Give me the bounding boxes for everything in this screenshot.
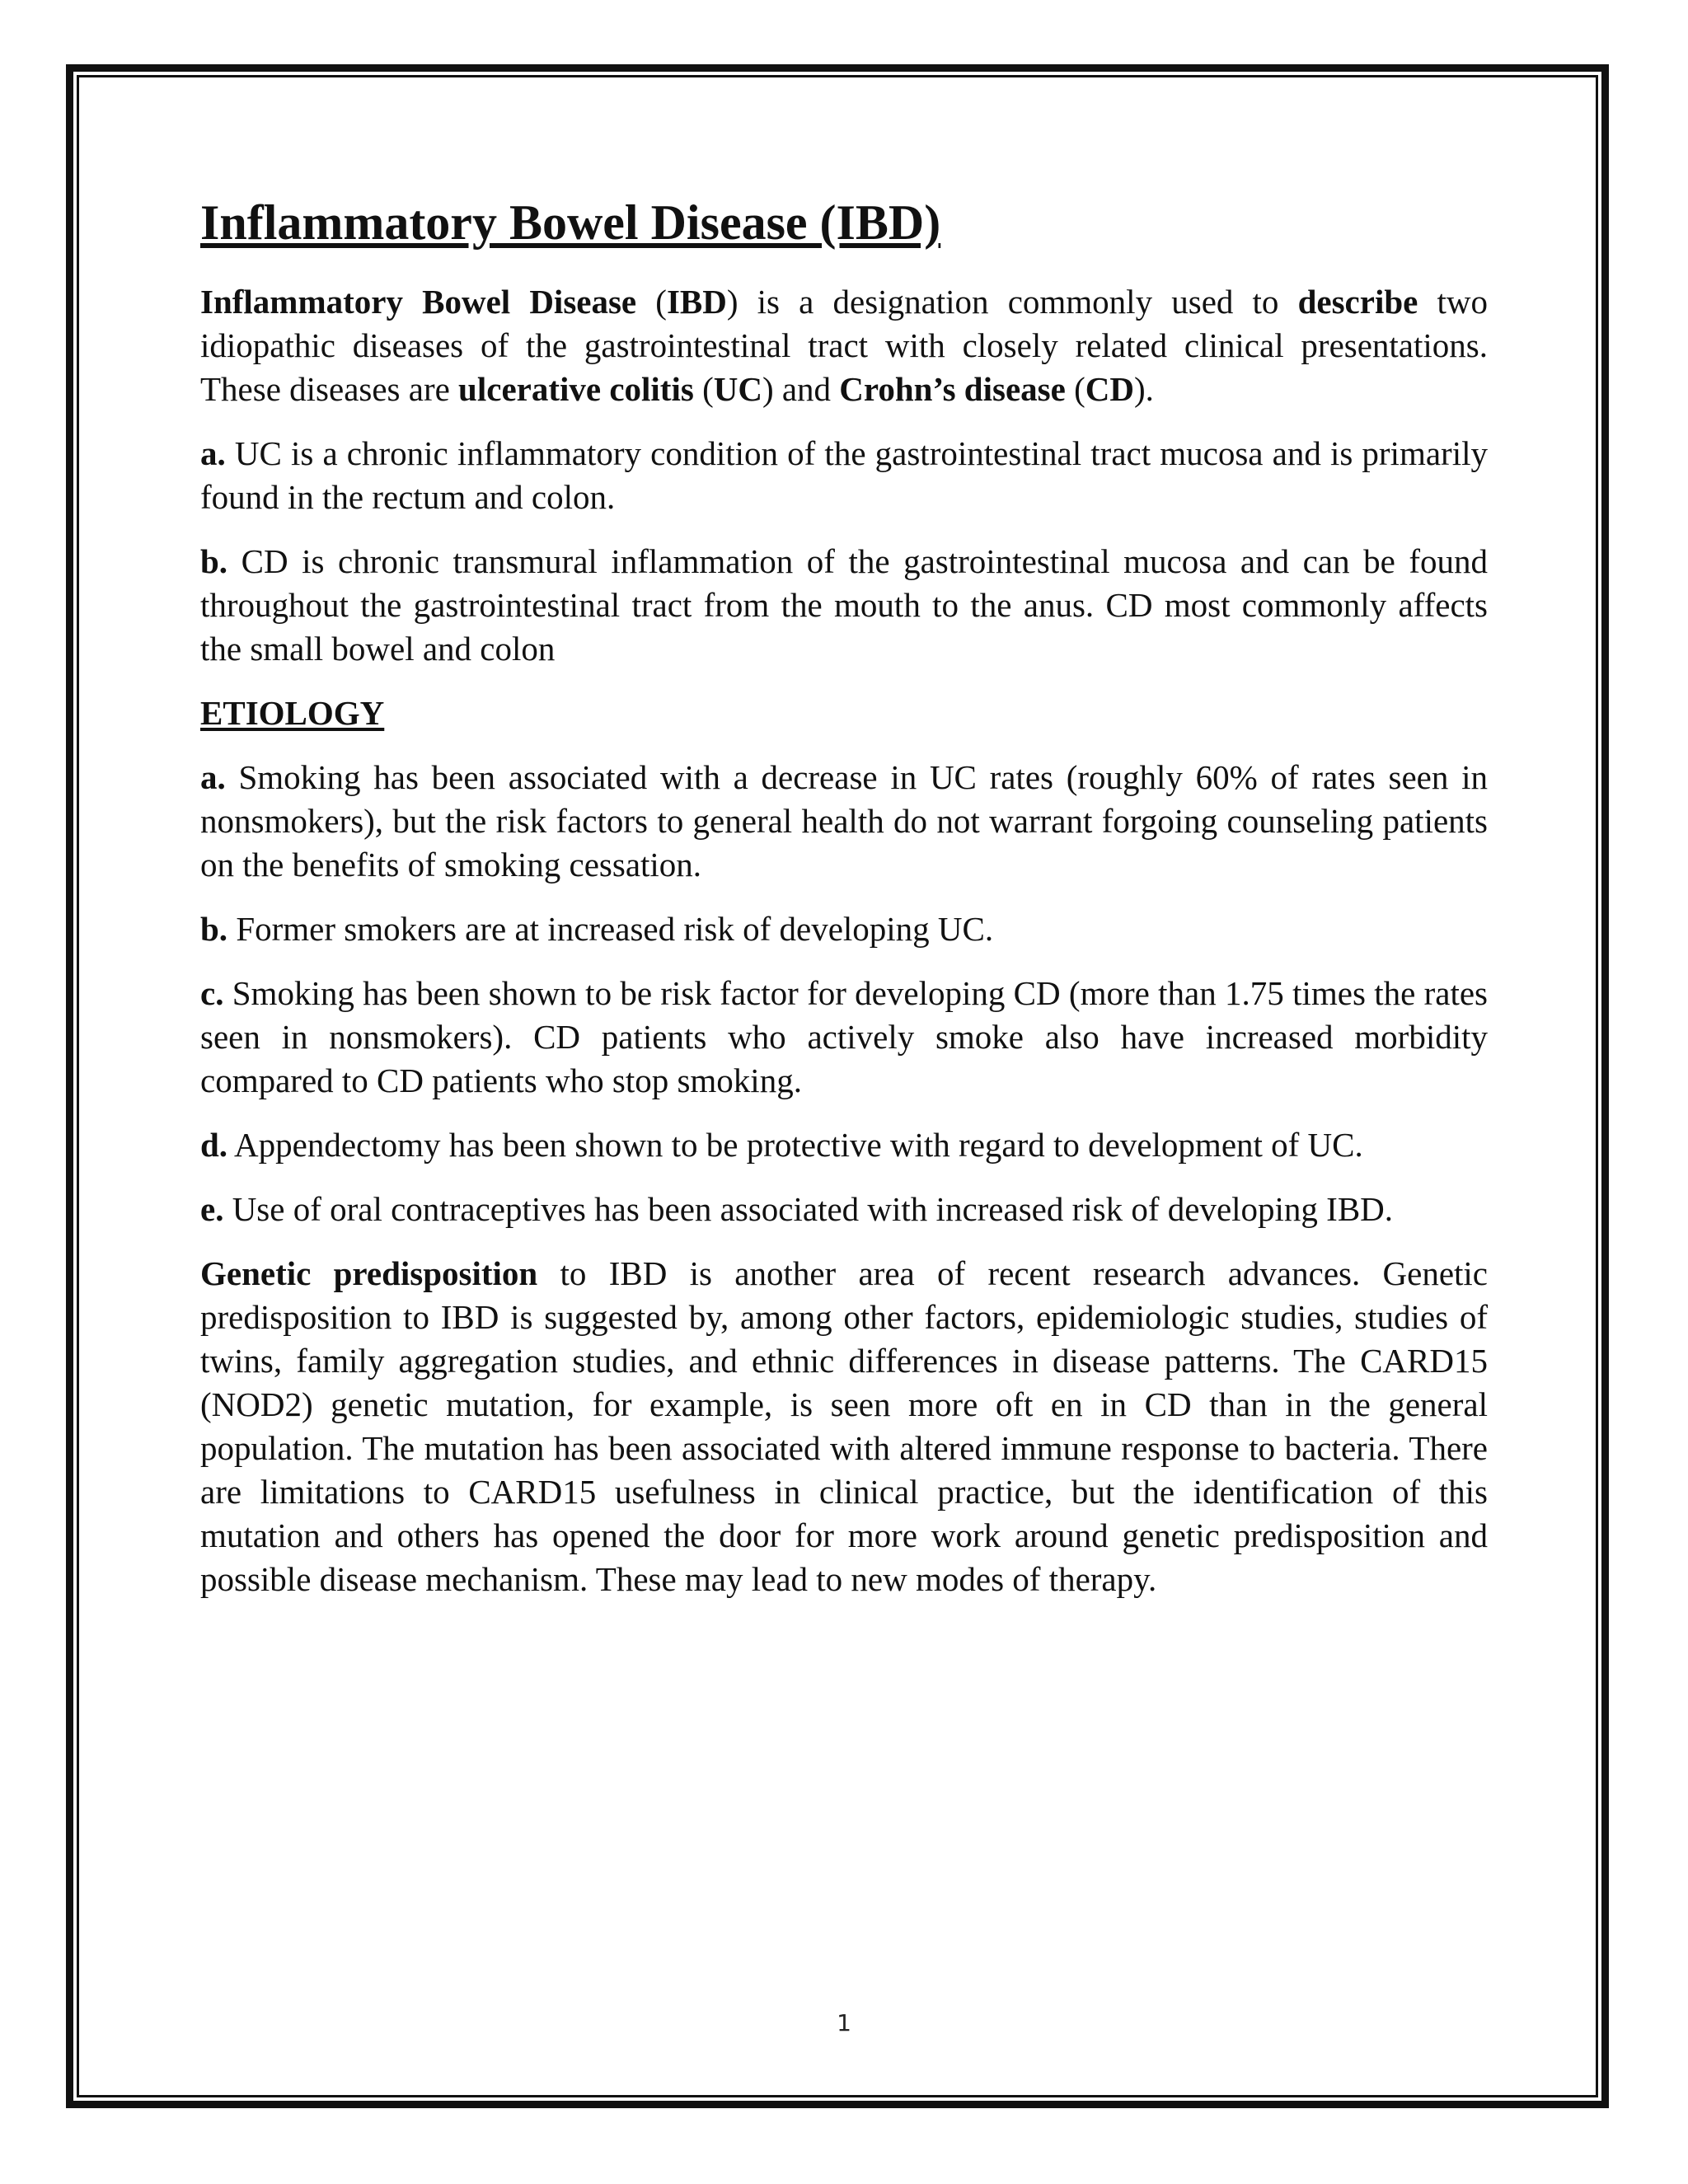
document-body: [200, 193, 1488, 1622]
intro-text: (: [693, 370, 714, 408]
intro-bold-ibd-term: Inflammatory Bowel Disease: [200, 283, 637, 321]
etiology-heading: ETIOLOGY: [200, 694, 385, 732]
document-title: Inflammatory Bowel Disease (IBD): [200, 195, 941, 250]
intro-bold-cd-abbr: CD: [1085, 370, 1134, 408]
genetic-text: to IBD is another area of recent research advances. Genetic predisposition to IBD is suggested by, among other factors, epidemiologic studies, studies of twins, family aggregation studies, and ethnic differences in disease patterns. The CARD15 (NOD2) genetic mutation, for example, is seen more oft en in CD than in the general population. The mutation has been associated with altered immune response to bacteria. There are limitations to CARD15 usefulness in clinical practice, but the identification of this mutation and others has opened the door for more work around genetic predisposition and possible disease mechanism. These may lead to new modes of therapy.: [200, 1254, 1489, 1598]
list-marker: c.: [200, 974, 224, 1012]
intro-text: (: [1065, 370, 1085, 408]
etiology-item: [200, 1188, 1488, 1231]
etiology-text: Appendectomy has been shown to be protective with regard to development of UC.: [227, 1126, 1363, 1164]
etiology-item: [200, 1123, 1488, 1167]
etiology-item: [200, 907, 1488, 951]
list-marker: b.: [200, 542, 228, 580]
page-number: 1: [837, 2009, 851, 2036]
list-marker: a.: [200, 758, 226, 796]
etiology-text: Smoking has been shown to be risk factor for developing CD (more than 1.75 times the rates seen in nonsmokers). CD patients who actively smoke also have increased morbidity compared to CD patients who stop smoking.: [200, 974, 1488, 1099]
intro-bold-uc-term: ulcerative colitis: [458, 370, 694, 408]
intro-text: ) is a designation commonly used to: [726, 283, 1298, 321]
definition-item: [200, 540, 1488, 671]
etiology-text: Use of oral contraceptives has been associated with increased risk of developing IBD.: [223, 1190, 1394, 1228]
intro-text: ).: [1133, 370, 1154, 408]
list-marker: b.: [200, 910, 228, 948]
etiology-item: [200, 756, 1488, 887]
intro-bold-uc-abbr: UC: [713, 370, 762, 408]
intro-paragraph: [200, 280, 1488, 411]
intro-text: ) and: [762, 370, 840, 408]
etiology-item: [200, 972, 1488, 1103]
intro-text: (: [636, 283, 667, 321]
list-marker: e.: [200, 1190, 224, 1228]
intro-bold-cd-term: Crohn’s disease: [839, 370, 1066, 408]
definition-text: UC is a chronic inflammatory condition of the gastrointestinal tract mucosa and is primarily found in the rectum and colon.: [200, 434, 1488, 516]
etiology-text: Smoking has been associated with a decrease in UC rates (roughly 60% of rates seen in nonsmokers), but the risk factors to general health do not warrant forgoing counseling patients on the benefits of smoking cessation.: [200, 758, 1488, 883]
definition-item: [200, 432, 1488, 519]
intro-bold-ibd-abbr: IBD: [666, 283, 727, 321]
intro-text: two idiopathic diseases of the gastrointestinal tract with closely related clinical presentations. These diseases are: [200, 283, 1488, 408]
genetic-bold-term: Genetic predisposition: [200, 1254, 538, 1292]
list-marker: a.: [200, 434, 226, 472]
definition-text: CD is chronic transmural inflammation of the gastrointestinal mucosa and can be found throughout the gastrointestinal tract from the mouth to the anus. CD most commonly affects the small bowel and colon: [200, 542, 1488, 668]
intro-bold-describe: describe: [1297, 283, 1418, 321]
list-marker: d.: [200, 1126, 228, 1164]
etiology-text: Former smokers are at increased risk of developing UC.: [227, 910, 994, 948]
genetic-paragraph: [200, 1252, 1488, 1601]
